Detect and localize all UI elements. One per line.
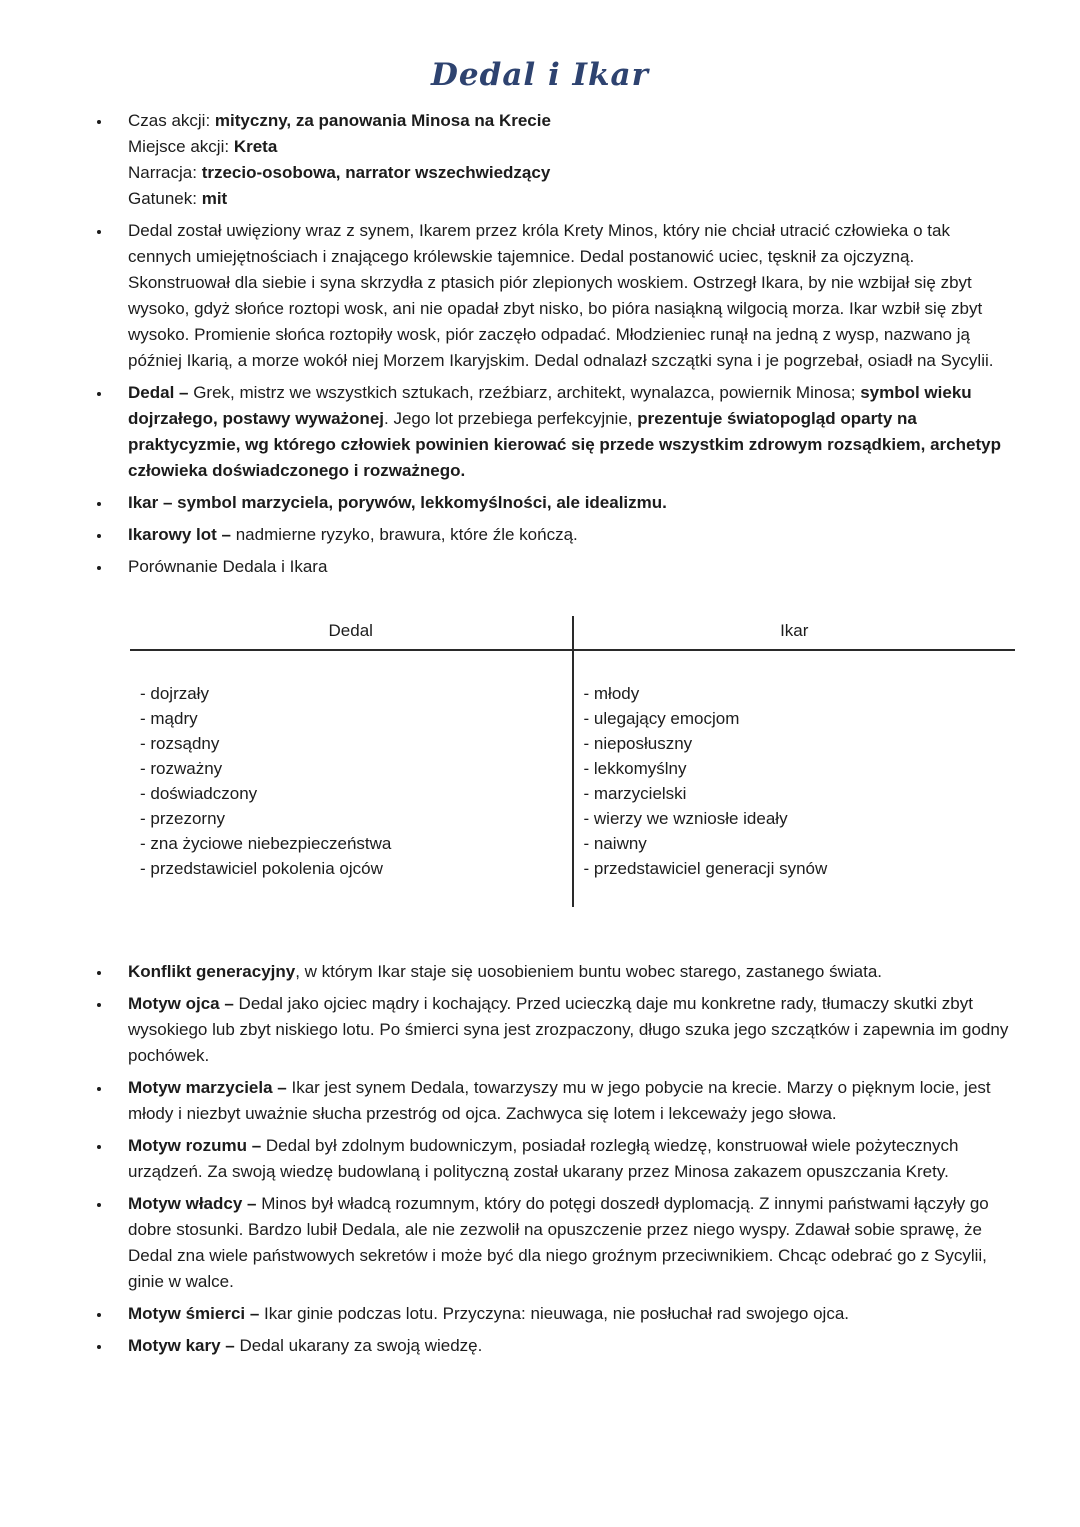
text-run: Dedal był zdolnym budowniczym, posiadał rozległą wiedzę, konstruował wiele pożytecznych urządzeń. Za swoją wiedzę budowlaną i polityczną został ukarany przez Minosa zakazem opuszczania Krety. [128,1136,959,1181]
text-run: Minos był władcą rozumnym, który do potęgi doszedł dyplomacją. Z innymi państwami łączyły go dobre stosunki. Bardzo lubił Dedala, ale nie zezwolił na opuszczenie przez niego wyspy. Zdawał sobie sprawę, że Dedal zna wiele państwowych sekretów i może być dla niego groźnym przeciwnikiem. Chcąc odebrać go z Sycylii, ginie w walce. [128,1194,989,1291]
bullet-item [112,1301,1015,1327]
text-line [128,490,1015,516]
text-line [128,959,1015,985]
trait-item: - dojrzały [140,684,209,703]
bold-text-run: prezentuje światopogląd oparty na praktycyzmie, wg którego człowiek powinien kierować się przede wszystkim zdrowym rozsądkiem, archetyp człowieka doświadczonego i rozważnego. [128,409,1001,480]
bold-text-run: trzecio-osobowa, narrator wszechwiedzący [201,163,551,182]
trait-item: - przedstawiciel pokolenia ojców [140,859,383,878]
text-run: , w którym Ikar staje się uosobieniem buntu wobec starego, zastanego świata. [295,962,883,981]
trait-item: - marzycielski [583,784,687,803]
bullet-item [112,522,1015,548]
comparison-table [130,616,1015,907]
text-line [128,134,1015,160]
bullet-item [112,218,1015,374]
bold-text-run: Dedal – [128,383,189,402]
text-line [128,218,1015,374]
trait-item: - młody [583,684,640,703]
text-line [128,1191,1015,1295]
text-line [128,991,1015,1069]
bold-text-run: Kreta [233,137,278,156]
table-cell-ikar-traits [573,650,1016,907]
page-title: Dedal i Ikar [431,57,649,93]
text-line [128,380,1015,484]
table-header-ikar: Ikar [573,616,1016,650]
bullet-item [112,490,1015,516]
bold-text-run: Ikar – symbol marzyciela, porywów, lekkomyślności, ale idealizmu. [128,493,667,512]
trait-item: - wierzy we wzniosłe ideały [583,809,788,828]
text-run: . Jego lot przebiega perfekcyjnie, [384,409,638,428]
trait-item: - lekkomyślny [583,759,687,778]
text-run: Dedal ukarany za swoją wiedzę. [234,1336,483,1355]
text-line [128,160,1015,186]
table-cell-dedal-traits [130,650,573,907]
bullet-item [112,959,1015,985]
bold-text-run: Motyw ojca – [128,994,234,1013]
text-line [128,108,1015,134]
bold-text-run: mit [201,189,228,208]
trait-item: - nieposłuszny [583,734,693,753]
bullet-item [112,554,1015,580]
bold-text-run: Motyw kary – [128,1336,235,1355]
bullet-item [112,1191,1015,1295]
bold-text-run: mityczny, za panowania Minosa na Krecie [214,111,551,130]
trait-item: - ulegający emocjom [583,709,740,728]
trait-item: - przedstawiciel generacji synów [583,859,828,878]
trait-item: - mądry [140,709,198,728]
trait-item: - przezorny [140,809,226,828]
bold-text-run: Motyw marzyciela – [128,1078,287,1097]
bold-text-run: Motyw władcy – [128,1194,257,1213]
text-run: Dedal jako ojciec mądry i kochający. Przed ucieczką daje mu konkretne rady, tłumaczy skutki zbyt wysokiego lub zbyt niskiego lotu. Po śmierci syna jest zrozpaczony, długo szuka jego szczątków i zapewnia im godny pochówek. [128,994,1009,1065]
text-run: Miejsce akcji: [128,137,234,156]
comparison-table-header-row [130,616,1015,650]
text-run: Ikar jest synem Dedala, towarzyszy mu w jego pobycie na krecie. Marzy o pięknym locie, jest młody i niezbyt uważnie słucha przestróg od ojca. Zachwyca się lotem i lekceważy jego słowa. [128,1078,991,1123]
trait-item: - naiwny [583,834,647,853]
text-run: Ikar ginie podczas lotu. Przyczyna: nieuwaga, nie posłuchał rad swojego ojca. [259,1304,849,1323]
trait-item: - doświadczony [140,784,258,803]
text-line [128,1133,1015,1185]
text-line [128,186,1015,212]
text-run: Narracja: [128,163,202,182]
bold-text-run: Motyw śmierci – [128,1304,260,1323]
notes-list-top [65,108,1015,580]
text-line [128,1333,1015,1359]
bold-text-run: Ikarowy lot – [128,525,231,544]
bold-text-run: Konflikt generacyjny [128,962,296,981]
bullet-item [112,1075,1015,1127]
text-run: Czas akcji: [128,111,215,130]
bold-text-run: Motyw rozumu – [128,1136,262,1155]
text-line [128,1301,1015,1327]
bullet-item [112,108,1015,212]
text-line [128,522,1015,548]
table-header-dedal: Dedal [130,616,573,650]
text-run: nadmierne ryzyko, brawura, które źle kończą. [230,525,578,544]
text-run: Grek, mistrz we wszystkich sztukach, rzeźbiarz, architekt, wynalazca, powiernik Minosa; [188,383,861,402]
text-run: Porównanie Dedala i Ikara [128,557,328,576]
trait-item: - zna życiowe niebezpieczeństwa [140,834,392,853]
bullet-item [112,991,1015,1069]
bold-text-run: symbol wieku dojrzałego, postawy wyważonej [128,383,972,428]
trait-item: - rozważny [140,759,223,778]
notes-list-bottom [65,959,1015,1359]
bullet-item [112,1333,1015,1359]
bullet-item [112,1133,1015,1185]
bullet-item [112,380,1015,484]
text-run: Gatunek: [128,189,202,208]
text-run: Dedal został uwięziony wraz z synem, Ikarem przez króla Krety Minos, który nie chciał utracić człowieka o tak cennych umiejętnościach i znającego królewskie tajemnice. Dedal postanowić uciec, tęsknił za ojczyzną. Skonstruował dla siebie i syna skrzydła z ptasich piór zlepionych woskiem. Ostrzegł Ikara, by nie wzbijał się zbyt wysoko, gdyż słońce roztopi wosk, ani nie opadał zbyt nisko, bo pióra nasiąkną wilgocią morza. Ikar wzbił się zbyt wysoko. Promienie słońca roztopiły wosk, piór zaczęło odpadać. Młodzieniec runął na jedną z wysp, nazwano ją później Ikarią, a morze wokół niej Morzem Ikaryjskim. Dedal odnalazł szczątki syna i je pogrzebał, osiadł na Sycylii. [128,221,994,370]
comparison-table-body-row [130,650,1015,907]
text-line [128,1075,1015,1127]
trait-item: - rozsądny [140,734,220,753]
text-line [128,554,1015,580]
